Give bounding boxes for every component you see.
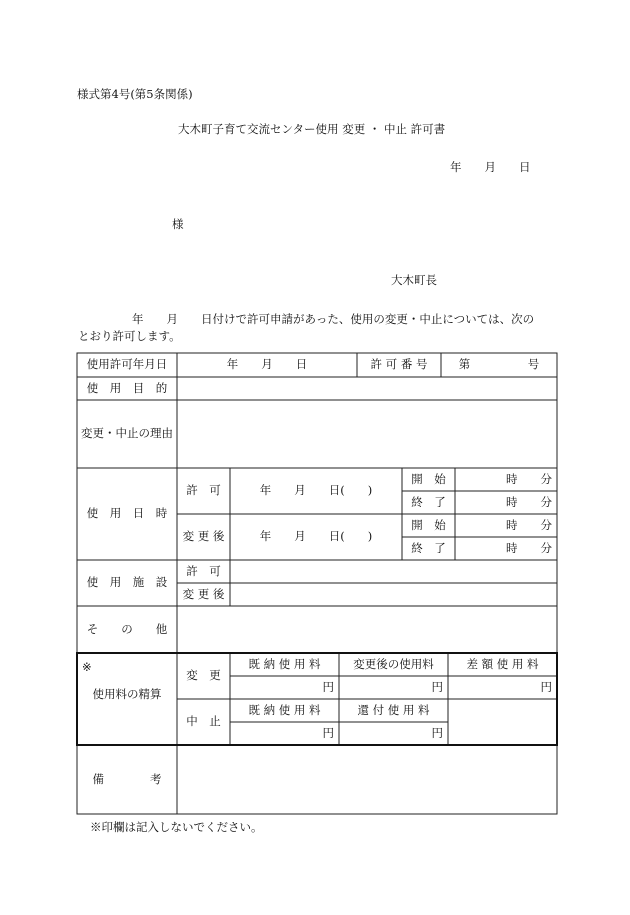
change-paid-fee-field[interactable]: 円 [322, 679, 334, 694]
permit-start-label: 開 始 [411, 471, 446, 486]
fee-settlement-label: 使用料の精算 [92, 687, 162, 702]
footnote: ※印欄は記入しないでください。 [90, 820, 263, 834]
changed-start-time-field[interactable]: 時 分 [506, 517, 552, 532]
body-text-line1: 年 月 日付けで許可申請があった、使用の変更・中止については、次の [132, 312, 535, 326]
after-change-fee-field[interactable]: 円 [431, 679, 443, 694]
issuer: 大木町長 [391, 273, 437, 287]
recipient-suffix: 様 [172, 217, 184, 231]
refund-fee-field[interactable]: 円 [431, 725, 443, 740]
reason-label: 変更・中止の理由 [81, 426, 173, 441]
facility-changed-label: 変 更 後 [182, 586, 225, 601]
other-label: そ の 他 [86, 621, 168, 636]
form-number: 様式第4号(第5条関係) [77, 87, 193, 101]
datetime-changed-date-field[interactable]: 年 月 日( ) [259, 529, 373, 544]
facility-permit-field[interactable] [230, 560, 557, 583]
permit-date-field[interactable]: 年 月 日 [226, 357, 308, 372]
document-date: 年 月 日 [450, 160, 531, 174]
fee-change-label: 変 更 [186, 668, 221, 683]
datetime-changed-label: 変 更 後 [182, 529, 225, 544]
purpose-label: 使 用 目 的 [86, 380, 168, 395]
fee-cancel-label: 中 止 [186, 714, 221, 729]
permit-end-time-field[interactable]: 時 分 [506, 494, 552, 509]
datetime-permit-label: 許 可 [186, 483, 221, 498]
cancel-paid-fee-label: 既 納 使 用 料 [248, 702, 321, 717]
facility-changed-field[interactable] [230, 583, 557, 606]
facility-permit-label: 許 可 [186, 563, 221, 578]
document-title: 大木町子育て交流センター使用 変更 ・ 中止 許可書 [178, 122, 446, 136]
permit-date-label: 使用許可年月日 [86, 357, 168, 372]
purpose-field[interactable] [177, 377, 557, 400]
remarks-field[interactable] [177, 745, 557, 814]
cancel-paid-fee-field[interactable]: 円 [322, 725, 334, 740]
body-text-line2: とおり許可します。 [78, 329, 181, 343]
remarks-label: 備 考 [92, 771, 162, 786]
permit-number-label: 許 可 番 号 [370, 357, 428, 372]
permit-end-label: 終 了 [411, 494, 446, 509]
datetime-permit-date-field[interactable]: 年 月 日( ) [259, 483, 373, 498]
after-change-fee-label: 変更後の使用料 [353, 656, 434, 671]
datetime-label: 使 用 日 時 [86, 506, 168, 521]
difference-fee-label: 差 額 使 用 料 [466, 656, 539, 671]
changed-end-time-field[interactable]: 時 分 [506, 540, 552, 555]
changed-end-label: 終 了 [411, 540, 446, 555]
reason-field[interactable] [177, 400, 557, 468]
changed-start-label: 開 始 [411, 517, 446, 532]
fee-mark: ※ [82, 660, 92, 674]
refund-fee-label: 還 付 使 用 料 [357, 702, 430, 717]
change-paid-fee-label: 既 納 使 用 料 [248, 656, 321, 671]
facility-label: 使 用 施 設 [86, 575, 168, 590]
difference-fee-field[interactable]: 円 [540, 679, 552, 694]
permit-number-field[interactable]: 第 号 [458, 357, 540, 372]
other-field[interactable] [177, 606, 557, 653]
permit-start-time-field[interactable]: 時 分 [506, 471, 552, 486]
